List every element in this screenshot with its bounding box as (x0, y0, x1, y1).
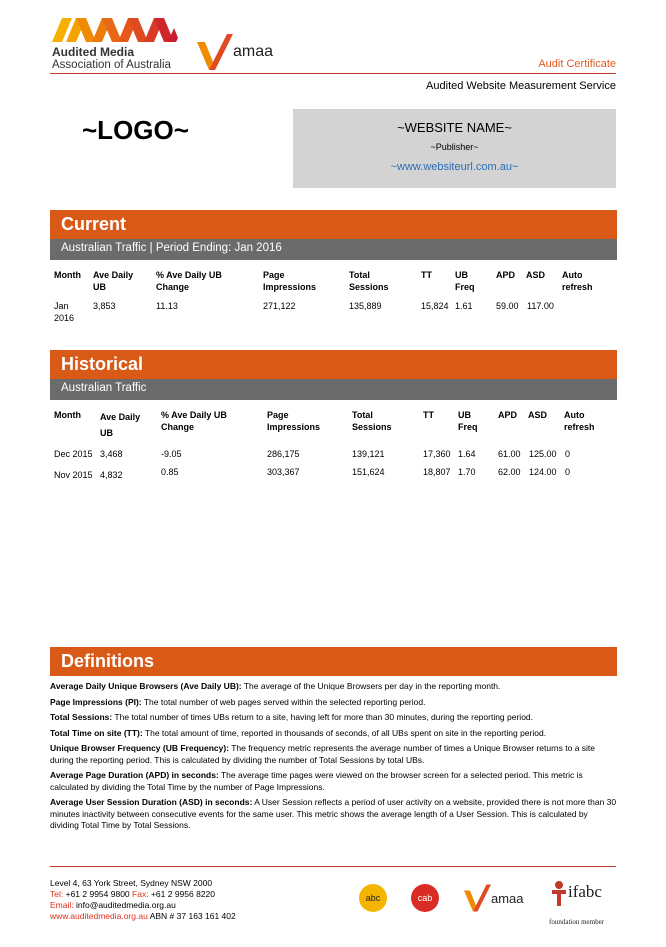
ifabc-logo (549, 878, 619, 928)
amaa-v-icon (193, 32, 233, 72)
org-name-line2: Association of Australia (52, 59, 171, 71)
cell-asd: 125.00 (529, 449, 557, 459)
cell-auto-refresh: 0 (565, 449, 571, 459)
cell-asd: 124.00 (529, 467, 557, 477)
footer-web-line (50, 911, 236, 922)
tel-number: +61 2 9954 9800 (65, 889, 130, 899)
col-header-apd: APD (496, 270, 516, 280)
col-header-total-sessions: Total Sessions (349, 270, 389, 292)
abc-badge: abc (359, 884, 387, 912)
aama-logo (52, 18, 192, 74)
definition-term: Page Impressions (PI): (50, 696, 142, 707)
definition-text: The total number of times UBs return to a site, having left for more than 30 minutes, during the reporting period. (112, 712, 534, 722)
cell-ave-daily-ub: 3,853 (93, 301, 116, 311)
definitions-section-header (50, 647, 617, 676)
col-header-asd: ASD (528, 410, 548, 420)
definition-term: Total Sessions: (50, 712, 113, 722)
historical-subheader (50, 379, 617, 400)
current-subheader (50, 239, 617, 260)
current-subtitle: Australian Traffic | Period Ending: Jan 2016 (61, 242, 282, 254)
cell-tt: 15,824 (421, 301, 449, 311)
col-header-auto-refresh: Auto refresh (562, 270, 593, 292)
footer-divider (50, 866, 616, 867)
definition-item (50, 728, 617, 740)
cell-ub-freq: 1.64 (458, 449, 476, 459)
col-header-tt: TT (421, 270, 432, 280)
cell-ub-change: 11.13 (156, 301, 178, 311)
col-header-ub-change: % Ave Daily UB Change (156, 270, 222, 292)
cell-ub-change: -9.05 (161, 449, 182, 459)
cell-auto-refresh: 0 (565, 467, 571, 477)
website-name: ~WEBSITE NAME~ (397, 120, 512, 135)
fax-label: Fax: (132, 889, 149, 899)
table-row-month: Dec 2015 (54, 449, 93, 459)
cell-ave-daily-ub: 3,468 (100, 449, 123, 459)
definition-text: A User Session reflects a period of user activity on a website, provided there is not more than 30 minutes inactivity between consecutive events for the same user. This metric shows the average length of a User Session. This is calculated by dividing Total Time by Total Sessions. (50, 797, 617, 830)
table-row-month: Nov 2015 (54, 470, 93, 480)
col-header-page-impressions: Page Impressions (263, 270, 317, 292)
definition-text: The total amount of time, reported in thousands of seconds, of all UBs spent on site in the reporting period. (142, 727, 547, 738)
col-header-apd: APD (498, 410, 518, 420)
cell-apd: 59.00 (496, 301, 519, 311)
cell-tt: 18,807 (423, 467, 451, 477)
cab-badge: cab (411, 884, 439, 912)
definition-item (50, 697, 617, 709)
publisher-name: ~Publisher~ (430, 142, 479, 152)
footer-amaa-logo (461, 882, 541, 914)
definition-term: Unique Browser Frequency (UB Frequency): (50, 743, 230, 753)
ifabc-subtitle: foundation member (549, 918, 605, 926)
col-header-asd: ASD (526, 270, 546, 280)
org-name-line1: Audited Media (52, 45, 135, 59)
col-header-ub-change: % Ave Daily UB Change (161, 410, 227, 432)
definition-term: Average Daily Unique Browsers (Ave Daily UB): (50, 681, 242, 691)
service-label: Audited Website Measurement Service (426, 80, 616, 92)
col-header-ave-daily-ub: Ave Daily UB (93, 270, 134, 292)
definition-item (50, 797, 617, 832)
cell-ub-change: 0.85 (161, 467, 179, 477)
col-header-tt: TT (423, 410, 434, 420)
amaa-wordmark: amaa (491, 891, 524, 906)
cell-tt: 17,360 (423, 449, 451, 459)
current-section-header (50, 210, 617, 239)
cell-total-sessions: 135,889 (349, 301, 382, 311)
audit-certificate-label: Audit Certificate (538, 58, 616, 70)
col-header-month: Month (54, 410, 81, 420)
definition-text: The total number of web pages served within the selected reporting period. (141, 696, 426, 707)
amaa-wordmark: amaa (233, 43, 274, 60)
historical-title: Historical (61, 354, 144, 374)
ifabc-figure-icon (549, 880, 569, 906)
current-title: Current (61, 214, 127, 234)
col-header-ub-freq: UB Freq (458, 410, 478, 432)
definition-item (50, 770, 617, 793)
definition-item (50, 743, 617, 766)
definition-text: The average time pages were viewed on the browser screen for a selected period. This metric is calculated by dividing the Total Time by the number of Page Impressions. (50, 770, 583, 792)
footer-email-line (50, 900, 236, 911)
web-link[interactable]: www.auditedmedia.org.au (50, 911, 148, 921)
aama-stripes-graphic (52, 18, 184, 42)
col-header-ave-daily-ub: Ave Daily UB (100, 412, 141, 438)
cell-apd: 62.00 (498, 467, 521, 477)
cell-apd: 61.00 (498, 449, 521, 459)
cell-page-impressions: 286,175 (267, 449, 300, 459)
cell-ave-daily-ub: 4,832 (100, 470, 123, 480)
col-header-total-sessions: Total Sessions (352, 410, 392, 432)
email-label: Email: (50, 900, 74, 910)
definition-item (50, 712, 617, 724)
definition-text: The frequency metric represents the average number of times a Unique Browser returns to a site during the reporting period. This is calculated by dividing the number of Total Sessions by total UBs. (50, 743, 596, 765)
historical-section-header (50, 350, 617, 379)
cell-total-sessions: 139,121 (352, 449, 385, 459)
header-divider (50, 73, 616, 74)
amaa-v-icon (461, 882, 491, 914)
ifabc-wordmark: ifabc (568, 882, 602, 901)
definition-term: Average Page Duration (APD) in seconds: (50, 770, 219, 780)
col-header-page-impressions: Page Impressions (267, 410, 321, 432)
definition-item (50, 681, 617, 693)
website-info-box (293, 109, 616, 188)
cell-page-impressions: 303,367 (267, 467, 300, 477)
fax-number: +61 2 9956 8220 (150, 889, 216, 899)
col-header-ub-freq: UB Freq (455, 270, 475, 292)
definitions-title: Definitions (61, 651, 154, 671)
footer-address: Level 4, 63 York Street, Sydney NSW 2000 (50, 878, 213, 888)
email-link[interactable]: info@auditedmedia.org.au (76, 900, 176, 910)
historical-subtitle: Australian Traffic (61, 382, 147, 394)
table-row-month: Jan 2016 (54, 301, 75, 323)
cell-total-sessions: 151,624 (352, 467, 385, 477)
definition-term: Total Time on site (TT): (50, 727, 143, 738)
cell-asd: 117.00 (527, 301, 554, 311)
cell-page-impressions: 271,122 (263, 301, 296, 311)
cell-ub-freq: 1.61 (455, 301, 473, 311)
col-header-month: Month (54, 270, 81, 280)
footer-phone-line (50, 889, 236, 900)
amaa-logo (193, 32, 293, 72)
cell-ub-freq: 1.70 (458, 467, 476, 477)
abn: ABN # 37 163 161 402 (149, 911, 236, 921)
definitions-list (50, 681, 617, 836)
definition-term: Average User Session Duration (ASD) in seconds: (50, 797, 253, 807)
website-url-link[interactable]: ~www.websiteurl.com.au~ (390, 161, 519, 173)
col-header-auto-refresh: Auto refresh (564, 410, 595, 432)
tel-label: Tel: (50, 889, 64, 899)
definition-text: The average of the Unique Browsers per day in the reporting month. (241, 681, 501, 691)
publisher-logo-placeholder: ~LOGO~ (82, 115, 189, 145)
footer-contact (50, 878, 236, 922)
